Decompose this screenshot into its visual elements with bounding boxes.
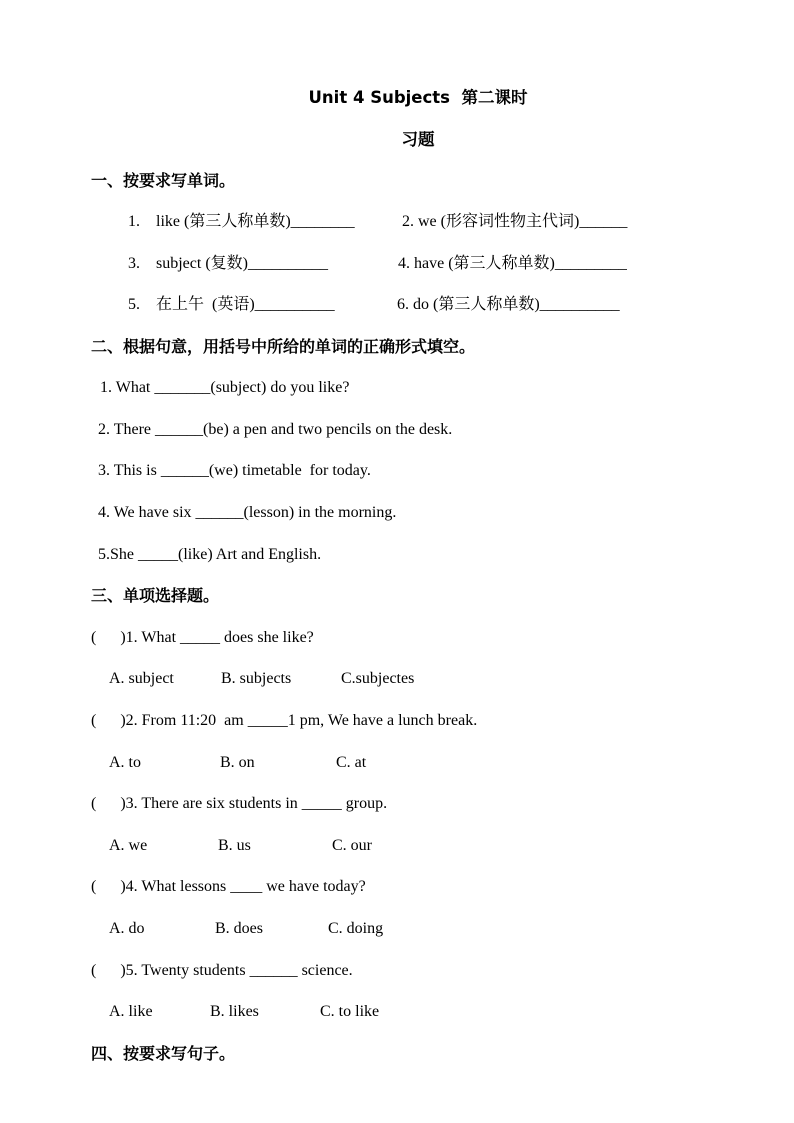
s2-item-2: 2. There ______(be) a pen and two pencils on the desk. xyxy=(98,421,453,438)
s1-item-2: 2. we (形容词性物主代词)______ xyxy=(402,213,628,230)
section-1-heading: 一、按要求写单词。 xyxy=(91,171,236,190)
s3-q5-option-c: C. to like xyxy=(320,1003,380,1020)
s3-q1-option-b: B. subjects xyxy=(221,670,292,687)
s1-item-3: 3. subject (复数)__________ xyxy=(128,255,328,272)
s3-question-2: ( )2. From 11:20 am _____1 pm, We have a lunch break. xyxy=(91,712,478,729)
s3-q1-option-a: A. subject xyxy=(109,670,174,687)
s3-question-4: ( )4. What lessons ____ we have today? xyxy=(91,878,366,895)
s3-question-3: ( )3. There are six students in _____ group. xyxy=(91,795,388,812)
s2-item-3: 3. This is ______(we) timetable for today. xyxy=(98,462,371,479)
s3-q3-option-c: C. our xyxy=(332,837,372,854)
s3-q4-option-c: C. doing xyxy=(328,920,384,937)
s2-item-1: 1. What _______(subject) do you like? xyxy=(100,379,350,396)
section-4-heading: 四、按要求写句子。 xyxy=(91,1044,236,1063)
section-2-heading: 二、根据句意，用括号中所给的单词的正确形式填空。 xyxy=(91,337,476,356)
s1-item-4: 4. have (第三人称单数)_________ xyxy=(398,255,627,272)
s3-q2-option-a: A. to xyxy=(109,754,141,771)
s3-q1-option-c: C.subjectes xyxy=(341,670,415,687)
s2-item-4: 4. We have six ______(lesson) in the morning. xyxy=(98,504,397,521)
section-3-heading: 三、单项选择题。 xyxy=(91,586,220,605)
s1-item-1: 1. like (第三人称单数)________ xyxy=(128,213,355,230)
s3-q4-option-b: B. does xyxy=(215,920,263,937)
s1-item-6: 6. do (第三人称单数)__________ xyxy=(397,296,620,313)
s3-question-5: ( )5. Twenty students ______ science. xyxy=(91,962,353,979)
s3-q5-option-b: B. likes xyxy=(210,1003,259,1020)
s1-item-5: 5. 在上午 (英语)__________ xyxy=(128,296,335,313)
s3-question-1: ( )1. What _____ does she like? xyxy=(91,629,314,646)
page-title: Unit 4 Subjects 第二课时 xyxy=(308,88,528,107)
s3-q2-option-b: B. on xyxy=(220,754,255,771)
s3-q5-option-a: A. like xyxy=(109,1003,153,1020)
page-subtitle: 习题 xyxy=(401,130,435,149)
s3-q3-option-b: B. us xyxy=(218,837,251,854)
s3-q4-option-a: A. do xyxy=(109,920,145,937)
s3-q3-option-a: A. we xyxy=(109,837,148,854)
s3-q2-option-c: C. at xyxy=(336,754,367,771)
s2-item-5: 5.She _____(like) Art and English. xyxy=(98,546,322,563)
